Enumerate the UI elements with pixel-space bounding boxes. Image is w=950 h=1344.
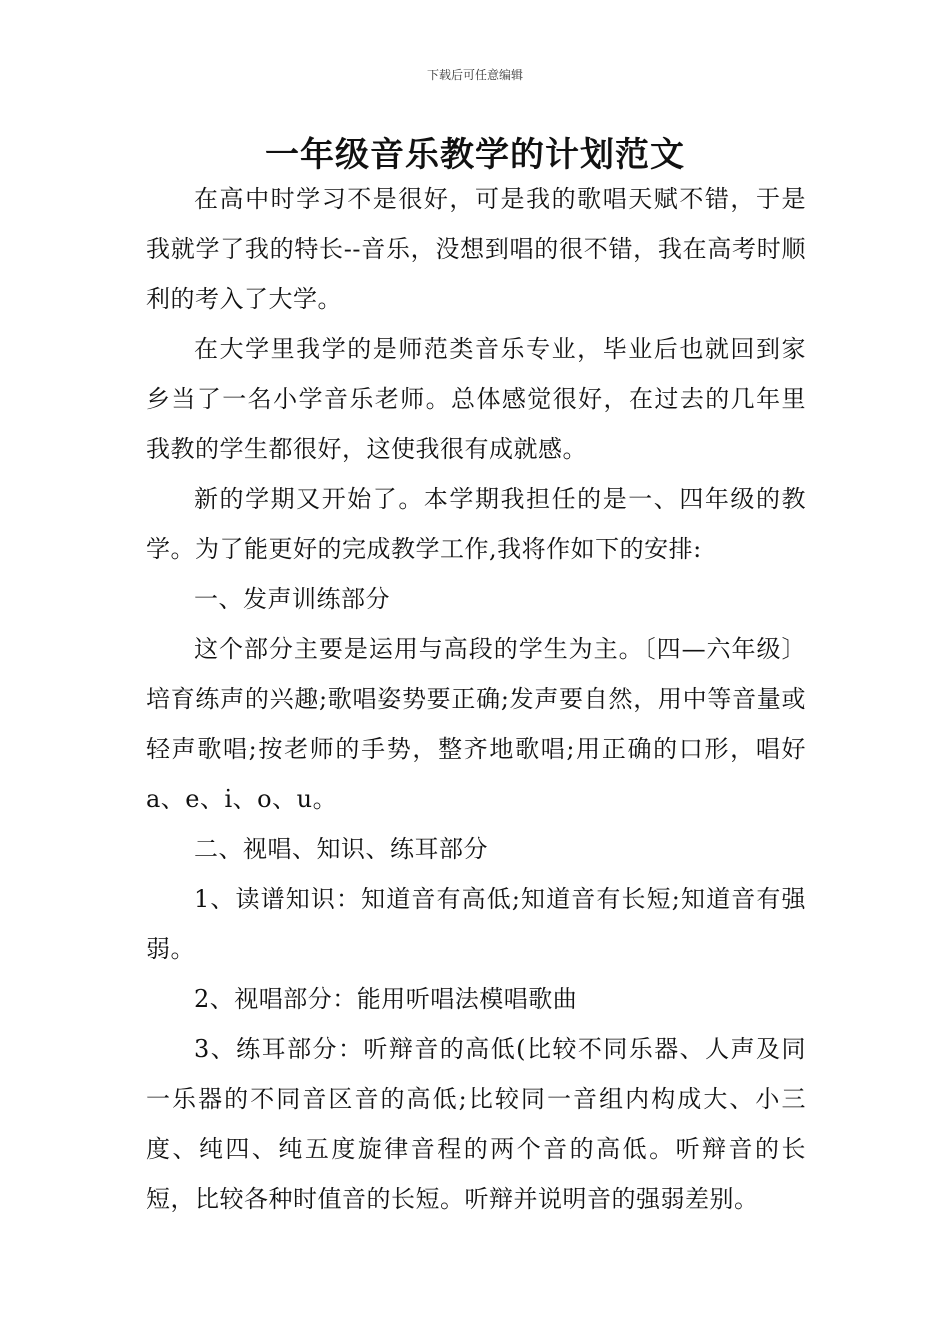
- paragraph-ear-training: 3、练耳部分：听辩音的高低(比较不同乐器、人声及同一乐器的不同音区音的高低;比较同一音组内构成大、小三度、纯四、纯五度旋律音程的两个音的高低。听辩音的长短，比较各种时值音的长短。听辩并说明音的强弱差别。: [146, 1035, 806, 1213]
- document-body: [146, 174, 806, 1224]
- section-heading-vocal-training: 一、发声训练部分: [194, 585, 390, 613]
- header-note: 下载后可任意编辑: [426, 68, 523, 82]
- paragraph-vocal-training: 这个部分主要是运用与高段的学生为主。〔四—六年级〕培育练声的兴趣;歌唱姿势要正确;发声要自然，用中等音量或轻声歌唱;按老师的手势，整齐地歌唱;用正确的口形，唱好a、e、i、o、u。: [146, 635, 806, 813]
- paragraph-sight-singing: 2、视唱部分：能用听唱法模唱歌曲: [194, 985, 578, 1013]
- paragraph-intro-2: 在大学里我学的是师范类音乐专业，毕业后也就回到家乡当了一名小学音乐老师。总体感觉很好，在过去的几年里我教的学生都很好，这使我很有成就感。: [146, 335, 806, 463]
- paragraph-reading-notation: 1、读谱知识：知道音有高低;知道音有长短;知道音有强弱。: [146, 885, 806, 963]
- paragraph-intro-1: 在高中时学习不是很好，可是我的歌唱天赋不错，于是我就学了我的特长--音乐，没想到唱的很不错，我在高考时顺利的考入了大学。: [146, 185, 806, 313]
- paragraph-intro-3: 新的学期又开始了。本学期我担任的是一、四年级的教学。为了能更好的完成教学工作,我将作如下的安排:: [146, 485, 806, 563]
- section-heading-sight-singing: 二、视唱、知识、练耳部分: [194, 835, 488, 863]
- page-title: 一年级音乐教学的计划范文: [265, 135, 685, 175]
